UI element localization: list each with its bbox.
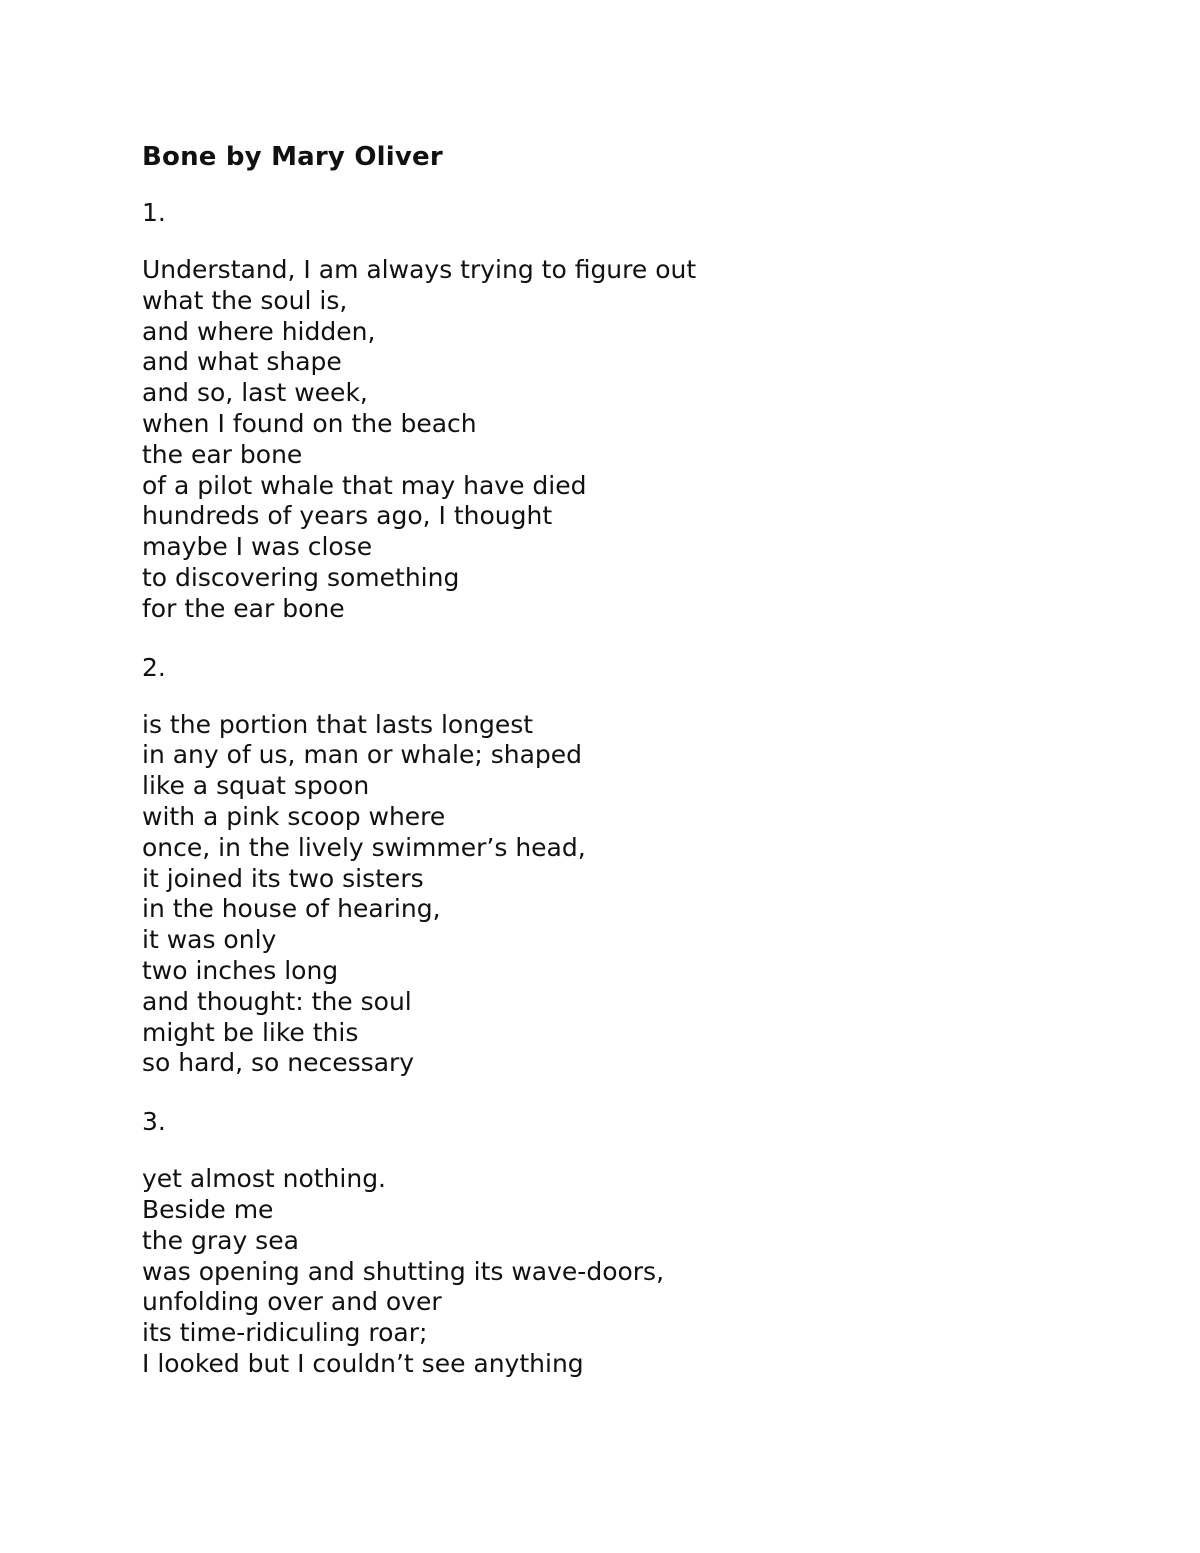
poem-line: it was only (142, 925, 277, 955)
poem-line: yet almost nothing. (142, 1164, 387, 1194)
section-1 (142, 197, 1102, 625)
section-number: 3. (142, 1107, 166, 1137)
poem-title: Bone by Mary Oliver (142, 142, 443, 172)
poem-line: once, in the lively swimmer’s head, (142, 832, 586, 862)
poem-line: like a squat spoon (142, 771, 370, 801)
section-number: 2. (142, 652, 166, 682)
poem-line: what the soul is, (142, 285, 348, 315)
poem-line: its time-ridiculing roar; (142, 1318, 428, 1348)
poem-line: the gray sea (142, 1225, 299, 1255)
poem-line: and where hidden, (142, 316, 376, 346)
poem-line: and what shape (142, 347, 342, 377)
poem-line: and thought: the soul (142, 986, 412, 1016)
poem-body (142, 139, 1102, 1380)
section-3 (142, 1106, 1102, 1380)
poem-line: to discovering something (142, 562, 460, 592)
poem-line: hundreds of years ago, I thought (142, 501, 553, 531)
poem-line: in any of us, man or whale; shaped (142, 740, 583, 770)
poem-line: might be like this (142, 1017, 359, 1047)
poem-line: of a pilot whale that may have died (142, 470, 587, 500)
poem-line: it joined its two sisters (142, 863, 424, 893)
section-2 (142, 652, 1102, 1080)
poem-line: I looked but I couldn’t see anything (142, 1348, 584, 1378)
poem-line: is the portion that lasts longest (142, 709, 534, 739)
poem-line: with a pink scoop where (142, 801, 446, 831)
poem-line: Understand, I am always trying to figure out (142, 255, 697, 284)
poem-line: when I found on the beach (142, 408, 477, 438)
poem-line: so hard, so necessary (142, 1048, 415, 1078)
poem-line: in the house of hearing, (142, 894, 441, 924)
poem-line: the ear bone (142, 439, 303, 469)
poem-line: unfolding over and over (142, 1287, 442, 1317)
poem-line: for the ear bone (142, 593, 345, 623)
poem-line: and so, last week, (142, 378, 368, 408)
poem-line: maybe I was close (142, 532, 373, 562)
poem-line: was opening and shutting its wave-doors, (142, 1256, 665, 1286)
section-number: 1. (142, 198, 166, 227)
poem-line: two inches long (142, 955, 339, 985)
poem-line: Beside me (142, 1194, 274, 1224)
